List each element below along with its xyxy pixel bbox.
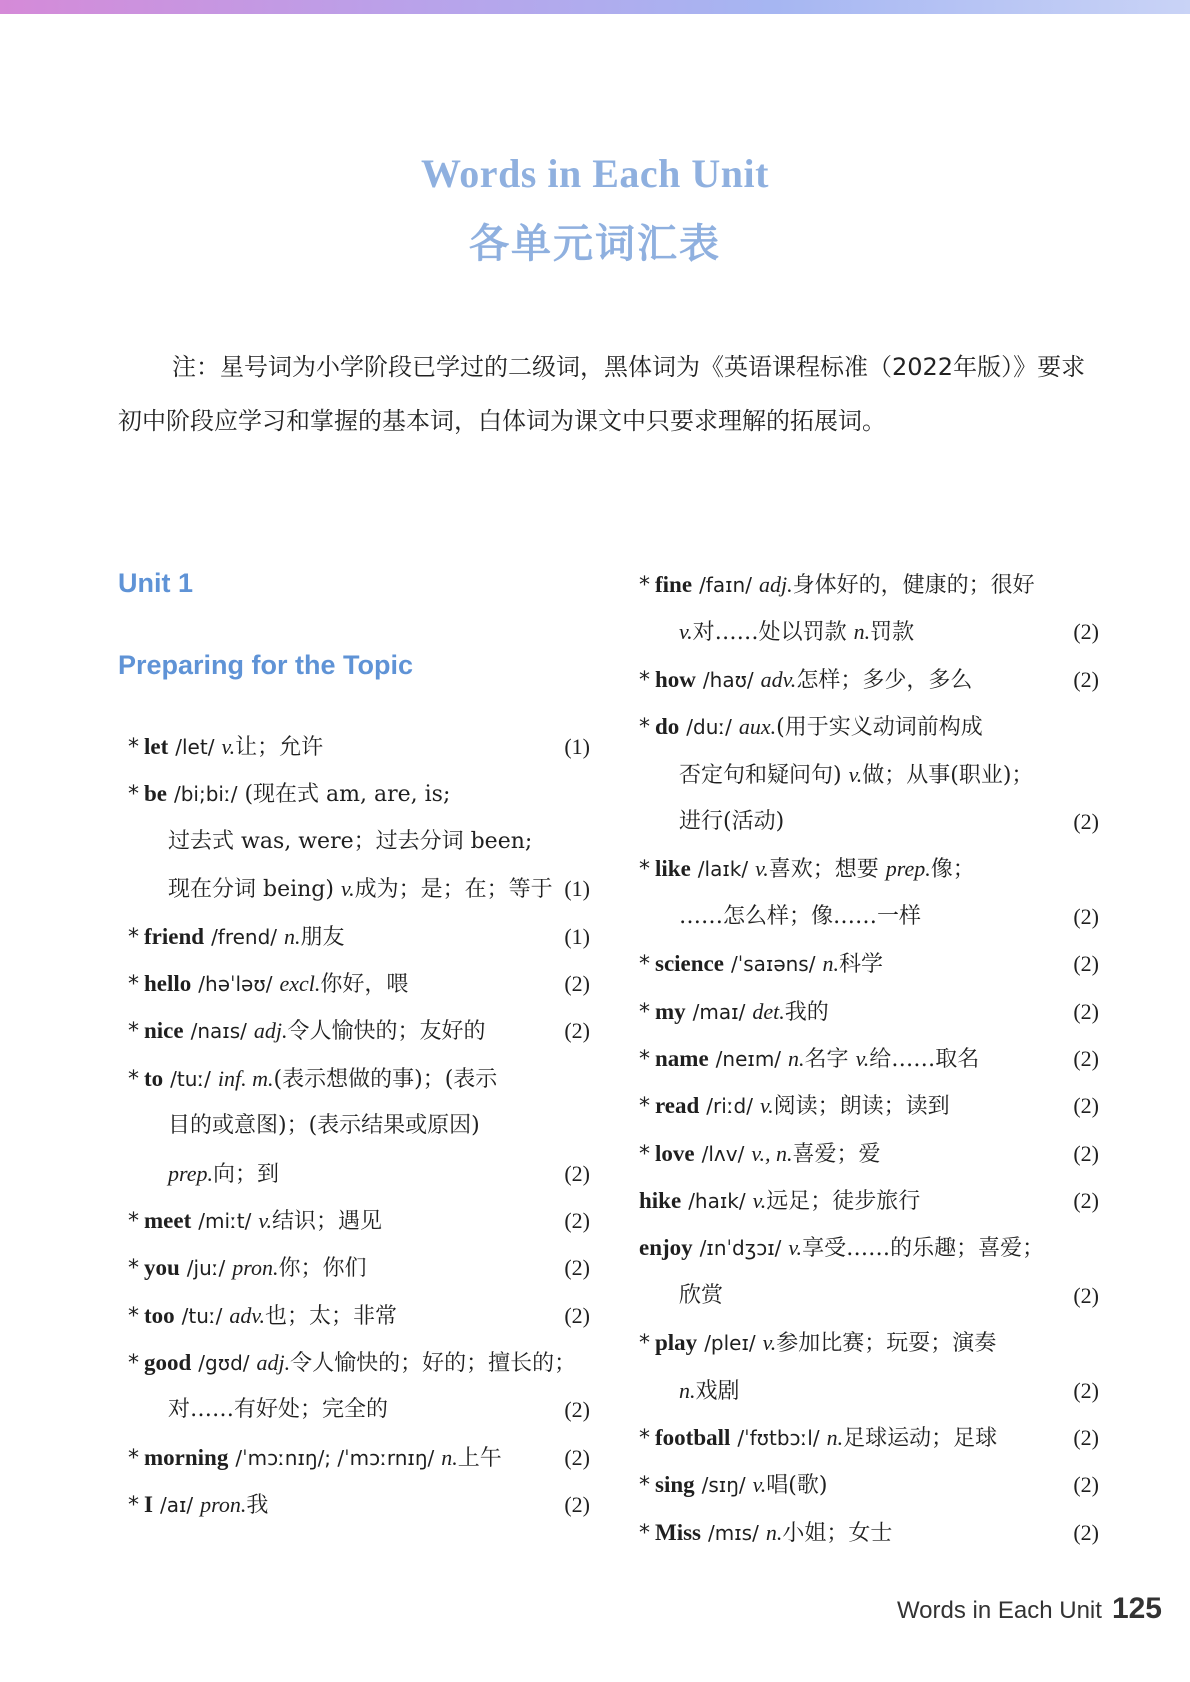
definition: 对……处以罚款 xyxy=(692,620,847,646)
phonetic: /lʌv/ xyxy=(701,1141,745,1166)
page-title-chinese: 各单元词汇表 xyxy=(469,221,721,267)
vocab-entry xyxy=(639,703,1099,750)
footer-label: Words in Each Unit xyxy=(896,1597,1102,1624)
phonetic: /miːt/ xyxy=(198,1208,252,1233)
star-marker: * xyxy=(128,1445,139,1471)
unit-number: (2) xyxy=(564,970,590,996)
unit-number: (2) xyxy=(564,1207,590,1233)
unit-number: (2) xyxy=(1073,1045,1099,1071)
phonetic: /maɪ/ xyxy=(692,999,746,1024)
definition: 过去式 was, were；过去分词 been; xyxy=(168,828,533,854)
phonetic: /ˈfʊtbɔːl/ xyxy=(737,1426,820,1451)
vocab-word: how xyxy=(655,666,696,692)
vocab-word: Miss xyxy=(655,1519,701,1545)
unit-number: (2) xyxy=(1073,808,1099,834)
vocab-word: football xyxy=(655,1425,731,1451)
star-marker: * xyxy=(128,782,139,808)
part-of-speech: v. xyxy=(760,1093,774,1119)
part-of-speech: v. xyxy=(762,1330,777,1356)
phonetic: /haɪk/ xyxy=(688,1189,746,1214)
vocab-word: name xyxy=(655,1045,709,1071)
vocab-word: let xyxy=(144,734,169,759)
definition: 令人愉快的；友好的 xyxy=(287,1019,486,1045)
vocab-entry xyxy=(128,723,590,770)
star-marker: * xyxy=(128,735,139,760)
phonetic: /ˈmɔːnɪŋ/; /ˈmɔːrnɪŋ/ xyxy=(235,1445,435,1470)
star-marker: * xyxy=(639,573,650,598)
vocab-continuation xyxy=(639,608,1099,655)
unit-number: (2) xyxy=(1073,1425,1099,1451)
page-number: 125 xyxy=(1111,1592,1162,1625)
vocab-word: hello xyxy=(144,970,192,996)
vocab-word: do xyxy=(655,714,680,740)
vocab-continuation xyxy=(639,798,1099,845)
vocab-word: meet xyxy=(144,1207,192,1233)
vocab-continuation xyxy=(639,1272,1099,1319)
vocab-entry xyxy=(128,1292,590,1339)
phonetic: /haʊ/ xyxy=(702,667,754,692)
vocab-entry xyxy=(128,960,590,1007)
phonetic: /duː/ xyxy=(686,715,732,740)
part-of-speech: v. xyxy=(221,734,236,759)
definition: 享受……的乐趣；喜爱； xyxy=(802,1236,1045,1262)
phonetic: /pleɪ/ xyxy=(704,1331,756,1356)
star-marker: * xyxy=(128,1351,139,1377)
unit-number: (2) xyxy=(1073,1140,1099,1166)
star-marker: * xyxy=(639,1141,650,1167)
vocab-word: friend xyxy=(144,923,205,949)
definition: 现在分词 being) xyxy=(168,877,334,903)
unit-number: (2) xyxy=(564,1160,590,1186)
unit-number: (2) xyxy=(564,1255,590,1281)
vocab-word: hike xyxy=(639,1188,682,1214)
definition: 你好，喂 xyxy=(320,971,409,997)
vocab-word: like xyxy=(655,856,691,882)
vocab-word: my xyxy=(655,998,686,1024)
part-of-speech: n. xyxy=(765,1519,783,1545)
part-of-speech: n. xyxy=(441,1444,458,1470)
phonetic: /frend/ xyxy=(211,924,278,949)
part-of-speech: n. xyxy=(284,923,301,949)
star-marker: * xyxy=(128,971,139,997)
vocab-entry xyxy=(639,1035,1099,1082)
star-marker: * xyxy=(639,1094,650,1120)
vocab-word: too xyxy=(144,1302,175,1328)
definition: 结识；遇见 xyxy=(272,1208,383,1234)
phonetic: /faɪn/ xyxy=(699,573,752,597)
vocab-entry xyxy=(639,1319,1099,1366)
vocab-word: be xyxy=(144,781,167,807)
part-of-speech: adv. xyxy=(229,1302,266,1328)
unit-number: (2) xyxy=(564,1397,590,1423)
part-of-speech: adv. xyxy=(760,666,797,692)
part-of-speech: v. xyxy=(679,619,693,645)
part-of-speech: excl. xyxy=(279,970,321,996)
vocab-entry xyxy=(128,770,590,817)
top-gradient-bar xyxy=(0,0,1190,14)
definition: 足球运动；足球 xyxy=(843,1426,998,1452)
star-marker: * xyxy=(128,1208,139,1234)
phonetic: /bi;biː/ xyxy=(174,782,238,807)
part-of-speech: aux. xyxy=(738,714,777,740)
vocab-entry xyxy=(128,1434,590,1481)
definition: 对……有好处；完全的 xyxy=(168,1397,389,1423)
vocab-entry xyxy=(639,988,1099,1035)
vocab-entry xyxy=(639,1177,1099,1224)
definition: 小姐；女士 xyxy=(782,1520,893,1546)
part-of-speech: v. xyxy=(755,856,769,882)
phonetic: /gʊd/ xyxy=(198,1351,250,1376)
unit-number: (2) xyxy=(1073,1282,1099,1308)
definition: 我的 xyxy=(784,999,829,1025)
vocab-entry xyxy=(639,1509,1099,1556)
part-of-speech: n. xyxy=(679,1377,696,1403)
unit-number: (2) xyxy=(1073,1188,1099,1214)
star-marker: * xyxy=(639,952,650,978)
unit-number: (1) xyxy=(564,734,590,759)
vocab-word: sing xyxy=(655,1472,695,1498)
part-of-speech: v. xyxy=(752,1472,767,1498)
part-of-speech: pron. xyxy=(232,1255,279,1281)
part-of-speech: n. xyxy=(788,1045,805,1071)
definition: (现在式 am, are, is; xyxy=(244,782,451,808)
definition: (用于实义动词前构成 xyxy=(776,715,983,741)
vocab-word: science xyxy=(655,951,724,977)
vocab-continuation xyxy=(128,1386,590,1433)
unit-number: (2) xyxy=(1073,903,1099,929)
definition: 朋友 xyxy=(300,924,345,950)
phonetic: /ˈsaɪəns/ xyxy=(730,952,816,977)
vocab-entry xyxy=(639,940,1099,987)
vocab-continuation xyxy=(128,865,590,912)
vocab-entry xyxy=(639,1224,1099,1271)
page-title-english: Words in Each Unit xyxy=(421,151,769,196)
part-of-speech: v. xyxy=(258,1207,272,1233)
part-of-speech: v., n. xyxy=(751,1140,793,1166)
star-marker: * xyxy=(128,1019,139,1045)
section-heading: Preparing for the Topic xyxy=(118,650,414,680)
phonetic: /sɪŋ/ xyxy=(701,1473,746,1498)
part-of-speech: n. xyxy=(822,951,839,977)
unit-number: (2) xyxy=(1073,1377,1099,1403)
star-marker: * xyxy=(639,1426,650,1452)
definition: 向；到 xyxy=(213,1161,280,1187)
phonetic: /aɪ/ xyxy=(159,1493,194,1518)
vocab-entry xyxy=(639,845,1099,892)
vocab-word: enjoy xyxy=(639,1235,693,1261)
vocab-continuation xyxy=(639,751,1099,798)
star-marker: * xyxy=(639,999,650,1025)
unit-number: (2) xyxy=(1073,1519,1099,1545)
unit-number: (1) xyxy=(564,923,590,949)
vocab-word: fine xyxy=(655,572,693,597)
part-of-speech: adj. xyxy=(256,1350,291,1376)
definition: 也；太；非常 xyxy=(265,1303,398,1329)
star-marker: * xyxy=(639,1331,650,1357)
unit-number: (2) xyxy=(1073,1093,1099,1119)
part-of-speech: det. xyxy=(752,998,785,1024)
star-marker: * xyxy=(128,1256,139,1282)
vocab-entry xyxy=(128,1007,590,1054)
phonetic: /ɪnˈdʒɔɪ/ xyxy=(699,1236,782,1261)
definition: 罚款 xyxy=(870,620,915,646)
vocab-entry xyxy=(128,1481,590,1528)
definition: 成为；是；在；等于 xyxy=(354,877,553,903)
part-of-speech: pron. xyxy=(200,1492,247,1518)
vocab-entry xyxy=(639,1461,1099,1508)
vocab-entry xyxy=(639,1082,1099,1129)
unit-number: (2) xyxy=(564,1444,590,1470)
phonetic: /tuː/ xyxy=(181,1303,223,1328)
star-marker: * xyxy=(639,1520,650,1546)
definition: 身体好的，健康的；很好 xyxy=(792,573,1035,598)
vocab-entry xyxy=(128,1339,590,1386)
definition: 让；允许 xyxy=(235,735,324,760)
star-marker: * xyxy=(639,1473,650,1499)
definition: 远足；徒步旅行 xyxy=(766,1189,921,1215)
vocab-entry xyxy=(128,1244,590,1291)
definition: 唱(歌) xyxy=(766,1473,828,1499)
vocab-word: nice xyxy=(144,1018,184,1044)
star-marker: * xyxy=(128,924,139,950)
phonetic: /tuː/ xyxy=(170,1066,211,1091)
unit-number: (2) xyxy=(564,1018,590,1044)
vocab-entry xyxy=(639,561,1099,608)
definition: 名字 xyxy=(804,1046,849,1072)
unit-number: (2) xyxy=(1073,951,1099,977)
phonetic: /riːd/ xyxy=(706,1094,753,1119)
unit-number: (2) xyxy=(1073,998,1099,1024)
star-marker: * xyxy=(639,715,650,741)
vocab-word: play xyxy=(655,1330,698,1356)
vocab-entry xyxy=(128,913,590,960)
vocab-word: to xyxy=(144,1065,164,1091)
vocab-continuation xyxy=(639,1367,1099,1414)
phonetic: /laɪk/ xyxy=(697,857,749,882)
definition: 喜欢；想要 xyxy=(768,857,879,883)
definition: 像； xyxy=(930,857,975,883)
star-marker: * xyxy=(128,1066,139,1092)
unit-number: (2) xyxy=(1073,666,1099,692)
part-of-speech: prep. xyxy=(168,1160,214,1186)
unit-heading: Unit 1 xyxy=(118,568,194,598)
part-of-speech: inf. m. xyxy=(217,1065,274,1091)
definition: 目的或意图)；(表示结果或原因) xyxy=(168,1113,480,1139)
part-of-speech: v. xyxy=(788,1235,803,1261)
definition: ……怎么样；像……一样 xyxy=(679,903,922,929)
vocab-continuation xyxy=(128,818,590,865)
vocab-continuation xyxy=(639,893,1099,940)
definition: 戏剧 xyxy=(695,1378,740,1404)
definition: 怎样；多少，多么 xyxy=(796,667,973,693)
definition: 做；从事(职业)； xyxy=(862,762,1034,788)
definition: 阅读；朗读；读到 xyxy=(773,1094,950,1120)
star-marker: * xyxy=(128,1493,139,1519)
part-of-speech: adj. xyxy=(758,572,793,597)
definition: 进行(活动) xyxy=(679,808,785,834)
part-of-speech: v. xyxy=(848,761,863,787)
unit-number: (2) xyxy=(1073,1472,1099,1498)
vocab-continuation xyxy=(128,1150,590,1197)
vocab-word: you xyxy=(144,1255,180,1281)
definition: 参加比赛；玩耍；演奏 xyxy=(776,1331,997,1357)
unit-number: (2) xyxy=(1073,619,1099,645)
note-paragraph: 注：星号词为小学阶段已学过的二级词，黑体词为《英语课程标准（2022年版）》要求初中阶段应学习和掌握的基本词，白体词为课文中只要求理解的拓展词。 xyxy=(118,353,1086,435)
vocab-entry xyxy=(128,1055,590,1102)
star-marker: * xyxy=(128,1303,139,1329)
unit-number: (1) xyxy=(564,876,590,902)
vocab-word: love xyxy=(655,1140,695,1166)
definition: 我 xyxy=(246,1493,269,1519)
phonetic: /juː/ xyxy=(186,1256,226,1281)
part-of-speech: v. xyxy=(752,1188,767,1214)
part-of-speech: v. xyxy=(855,1045,870,1071)
vocab-entry xyxy=(639,1130,1099,1177)
definition: 给……取名 xyxy=(869,1046,980,1072)
page-footer xyxy=(897,1592,1162,1626)
part-of-speech: prep. xyxy=(885,856,931,882)
vocab-word: I xyxy=(144,1492,153,1518)
vocab-word: read xyxy=(655,1093,700,1119)
phonetic: /naɪs/ xyxy=(190,1019,247,1044)
vocab-word: good xyxy=(144,1350,192,1376)
phonetic: /let/ xyxy=(175,735,215,759)
definition: 欣赏 xyxy=(679,1282,724,1308)
definition: 否定句和疑问句) xyxy=(679,762,842,788)
vocab-entry xyxy=(639,656,1099,703)
definition: 你；你们 xyxy=(278,1256,367,1282)
definition: 科学 xyxy=(838,952,883,978)
definition: 令人愉快的；好的；擅长的； xyxy=(290,1351,577,1377)
unit-number: (2) xyxy=(564,1302,590,1328)
part-of-speech: adj. xyxy=(253,1018,288,1044)
unit-number: (2) xyxy=(564,1492,590,1518)
vocab-entry xyxy=(639,1414,1099,1461)
phonetic: /həˈləʊ/ xyxy=(198,971,273,996)
part-of-speech: n. xyxy=(853,619,871,645)
vocab-word: morning xyxy=(144,1444,229,1470)
part-of-speech: v. xyxy=(340,876,355,902)
definition: 喜爱；爱 xyxy=(792,1141,881,1167)
phonetic: /mɪs/ xyxy=(708,1520,759,1545)
vocab-continuation xyxy=(128,1102,590,1149)
star-marker: * xyxy=(639,1046,650,1072)
star-marker: * xyxy=(639,857,650,883)
vocab-entry xyxy=(128,1197,590,1244)
phonetic: /neɪm/ xyxy=(715,1046,782,1071)
part-of-speech: n. xyxy=(826,1425,844,1451)
definition: 上午 xyxy=(457,1445,502,1471)
right-vocab-column xyxy=(639,561,1099,1556)
left-vocab-column xyxy=(128,723,590,1529)
definition: (表示想做的事)；(表示 xyxy=(273,1066,498,1092)
star-marker: * xyxy=(639,667,650,693)
